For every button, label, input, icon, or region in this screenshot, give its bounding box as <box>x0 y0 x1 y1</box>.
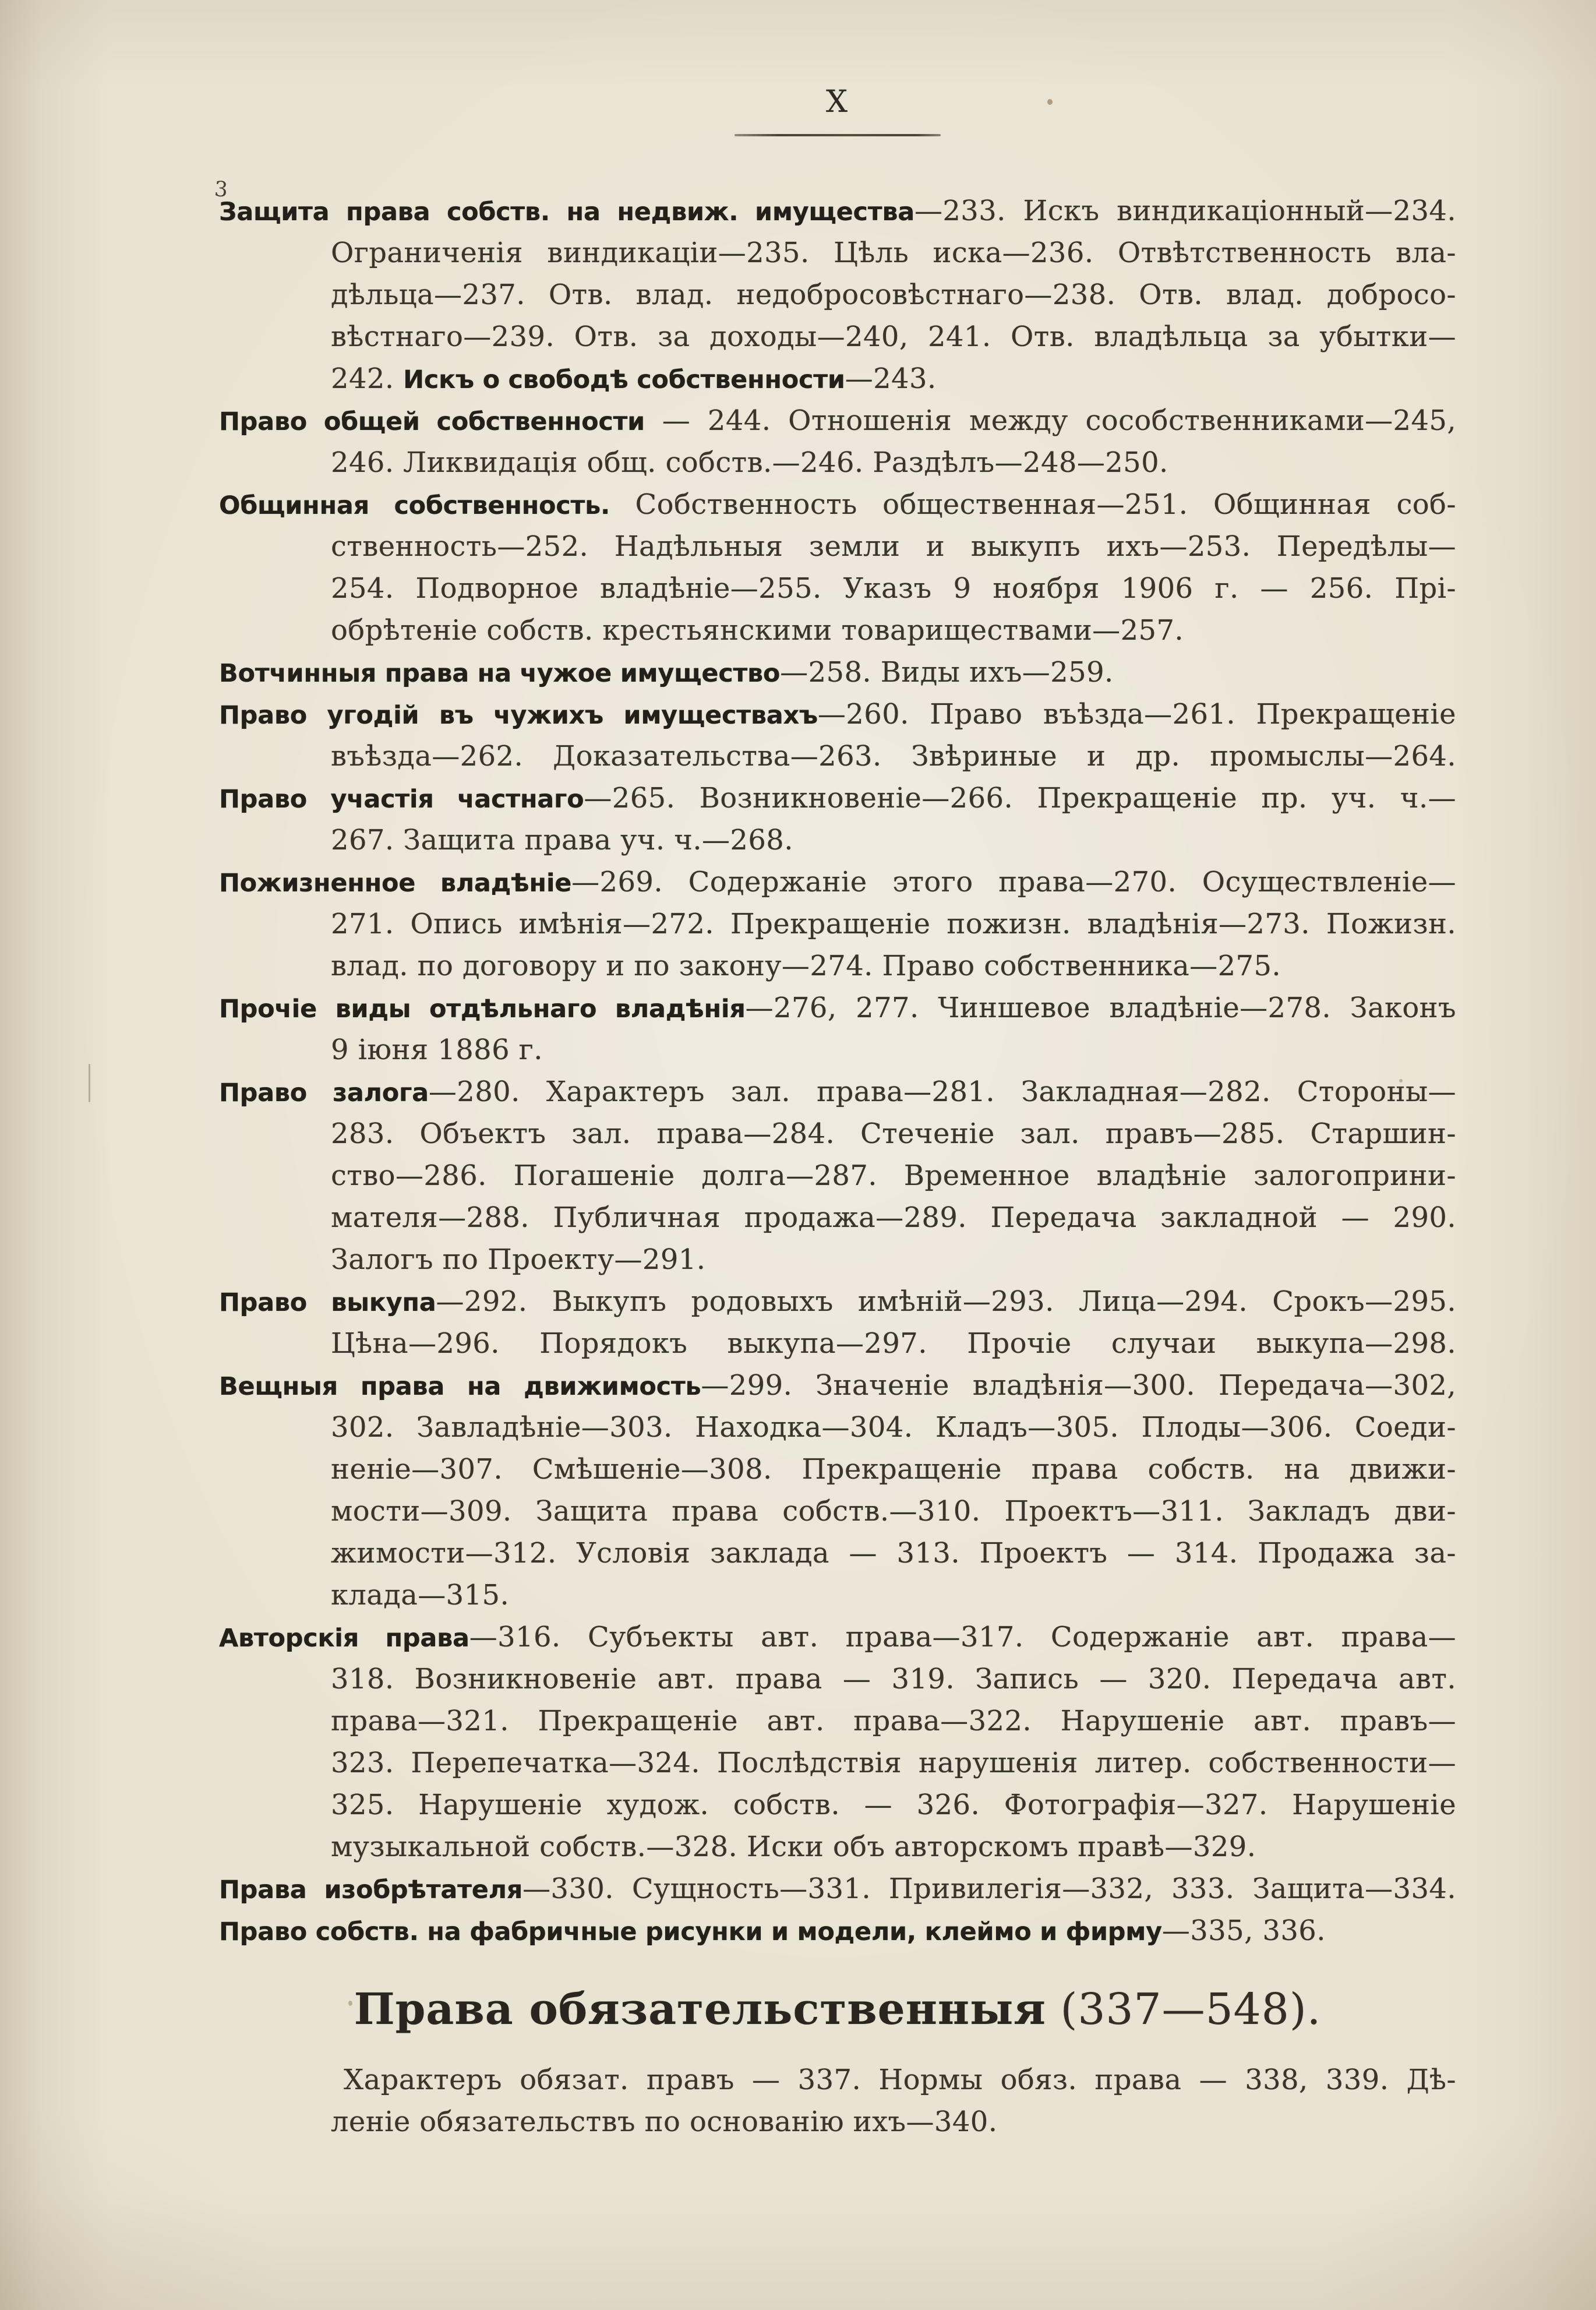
toc-line <box>219 1742 1456 1784</box>
scan-scratch <box>89 1064 90 1102</box>
toc-entry <box>219 1868 1456 1910</box>
entry-lead-text: Право собств. на фабричные рисунки и модели, клеймо и фирму <box>219 1917 1162 1946</box>
toc-line <box>219 1029 1456 1071</box>
table-of-contents <box>219 190 1456 1952</box>
entry-text: въѣзда—262. Доказательства—263. Звѣриные и др. промыслы—264. <box>331 740 1456 773</box>
entry-text: —330. Сущность—331. Привилегія—332, 333. Защита—334. <box>522 1872 1456 1905</box>
toc-line <box>219 484 1456 526</box>
entry-text: —243. <box>845 362 937 395</box>
entry-text: ственность—252. Надѣльныя земли и выкупъ ихъ—253. Передѣлы— <box>331 530 1456 563</box>
entry-lead-text: Право участія частнаго <box>219 785 584 814</box>
entry-text: мости—309. Защита права собств.—310. Проектъ—311. Закладъ дви- <box>331 1495 1456 1528</box>
entry-lead-text: Искъ о свободѣ собственности <box>403 365 845 394</box>
entry-text: дѣльца—237. Отв. влад. недобросовѣстнаго—238. Отв. влад. добросо- <box>331 278 1456 311</box>
entry-lead-text: Право угодій въ чужихъ имуществахъ <box>219 701 818 730</box>
toc-entry <box>219 1616 1456 1868</box>
toc-line <box>219 567 1456 609</box>
entry-text: 9 іюня 1886 г. <box>331 1034 543 1066</box>
entry-text: Ограниченія виндикаціи—235. Цѣль иска—236. Отвѣтственность вла- <box>331 237 1456 269</box>
entry-text: вѣстнаго—239. Отв. за доходы—240, 241. Отв. владѣльца за убытки— <box>331 320 1456 353</box>
entry-text: Залогъ по Проекту—291. <box>331 1243 706 1276</box>
text-block <box>219 0 1456 2143</box>
entry-lead-text: Защита права собств. на недвиж. имущества <box>219 198 914 227</box>
entry-text: влад. по договору и по закону—274. Право собственника—275. <box>331 950 1281 982</box>
toc-entry <box>219 987 1456 1071</box>
entry-text: —233. Искъ виндикаціонный—234. <box>914 195 1456 227</box>
entry-text: —316. Субъекты авт. права—317. Содержаніе авт. права— <box>469 1621 1456 1653</box>
toc-line <box>219 1364 1456 1406</box>
toc-line <box>219 1532 1456 1574</box>
entry-text: 325. Нарушеніе худож. собств. — 326. Фотографія—327. Нарушеніе <box>331 1789 1456 1821</box>
entry-text: жимости—312. Условія заклада — 313. Проектъ — 314. Продажа за- <box>331 1537 1456 1570</box>
toc-line <box>219 1868 1456 1910</box>
toc-line <box>219 2059 1456 2101</box>
toc-line <box>219 1448 1456 1490</box>
toc-line <box>219 400 1456 442</box>
entry-text: клада—315. <box>331 1579 510 1611</box>
toc-entry <box>219 400 1456 484</box>
entry-text: 254. Подворное владѣніе—255. Указъ 9 ноября 1906 г. — 256. Прі- <box>331 572 1456 605</box>
entry-text: —299. Значеніе владѣнія—300. Передача—302, <box>701 1369 1456 1402</box>
toc-line <box>219 609 1456 651</box>
entry-text: права—321. Прекращеніе авт. права—322. Нарушеніе авт. правъ— <box>331 1705 1456 1737</box>
entry-text: —276, 277. Чиншевое владѣніе—278. Законъ <box>745 992 1456 1024</box>
toc-line <box>219 819 1456 861</box>
entry-lead-text: Права изобрѣтателя <box>219 1875 523 1905</box>
entry-lead-text: Прочіе виды отдѣльнаго владѣнія <box>219 994 746 1024</box>
entry-text: обрѣтеніе собств. крестьянскими товариществами—257. <box>331 614 1184 647</box>
entry-text: Характеръ обязат. правъ — 337. Нормы обяз. права — 338, 339. Дѣ- <box>344 2064 1456 2096</box>
toc-entry <box>219 190 1456 400</box>
entry-text: —269. Содержаніе этого права—270. Осуществленіе— <box>571 866 1456 898</box>
section-heading-title: Права обязательственныя <box>354 1984 1046 2034</box>
toc-line <box>219 1574 1456 1616</box>
entry-text: —335, 336. <box>1161 1914 1326 1947</box>
toc-line <box>219 442 1456 484</box>
toc-line <box>219 1784 1456 1826</box>
entry-lead-text: Авторскія права <box>219 1624 469 1653</box>
section-heading <box>219 1983 1456 2036</box>
toc-entry <box>219 651 1456 693</box>
entry-text: леніе обязательствъ по основанію ихъ—340. <box>331 2106 998 2138</box>
entry-text: 246. Ликвидація общ. собств.—246. Раздѣлъ—248—250. <box>331 446 1168 479</box>
toc-line <box>219 945 1456 987</box>
entry-text: Цѣна—296. Порядокъ выкупа—297. Прочіе случаи выкупа—298. <box>331 1327 1456 1360</box>
toc-line <box>219 1490 1456 1532</box>
entry-lead-text: Право выкупа <box>219 1288 436 1317</box>
toc-line <box>219 1700 1456 1742</box>
entry-text: неніе—307. Смѣшеніе—308. Прекращеніе права собств. на движи- <box>331 1453 1456 1486</box>
toc-line <box>219 1197 1456 1239</box>
toc-line <box>219 1113 1456 1155</box>
entry-text: мателя—288. Публичная продажа—289. Передача закладной — 290. <box>331 1201 1456 1234</box>
toc-line <box>219 1406 1456 1448</box>
toc-line <box>219 1616 1456 1658</box>
entry-lead-text: Общинная собственность. <box>219 491 610 520</box>
toc-line <box>219 1155 1456 1197</box>
entry-text: ство—286. Погашеніе долга—287. Временное владѣніе залогоприни- <box>331 1159 1456 1192</box>
toc-line <box>219 316 1456 358</box>
entry-text: Собственность общественная—251. Общинная соб- <box>610 488 1456 521</box>
entry-text: —258. Виды ихъ—259. <box>780 656 1114 689</box>
entry-lead-text: Вещныя права на движимость <box>219 1372 701 1401</box>
toc-entry <box>219 484 1456 651</box>
toc-line <box>219 903 1456 945</box>
toc-line <box>219 274 1456 316</box>
toc-line <box>219 232 1456 274</box>
toc-line <box>219 1071 1456 1113</box>
toc-entry <box>219 1281 1456 1364</box>
toc-entry <box>219 693 1456 777</box>
entry-text: 302. Завладѣніе—303. Находка—304. Кладъ—305. Плоды—306. Соеди- <box>331 1411 1456 1444</box>
toc-line <box>219 1910 1456 1952</box>
toc-line <box>219 2101 1456 2143</box>
toc-line <box>219 987 1456 1029</box>
entry-lead-text: Право общей собственности <box>219 407 645 436</box>
toc-line <box>219 1826 1456 1868</box>
entry-text: 323. Перепечатка—324. Послѣдствія нарушенія литер. собственности— <box>331 1747 1456 1779</box>
toc-line <box>219 1322 1456 1364</box>
entry-lead-text: Право залога <box>219 1078 429 1108</box>
entry-lead-text: Пожизненное владѣніе <box>219 869 572 898</box>
toc-line <box>219 693 1456 735</box>
entry-text: —260. Право въѣзда—261. Прекращеніе <box>817 698 1456 731</box>
toc-line <box>219 735 1456 777</box>
toc-entry <box>219 1071 1456 1281</box>
toc-line <box>219 526 1456 567</box>
toc-entry <box>219 861 1456 987</box>
entry-text: —265. Возникновеніе—266. Прекращеніе пр. уч. ч.— <box>584 782 1456 814</box>
entry-text: музыкальной собств.—328. Иски объ авторскомъ правѣ—329. <box>331 1831 1256 1863</box>
entry-text: —292. Выкупъ родовыхъ имѣній—293. Лица—294. Срокъ—295. <box>436 1285 1456 1318</box>
stray-ink-mark: 3 <box>213 177 229 202</box>
entry-text: 271. Опись имѣнія—272. Прекращеніе пожизн. владѣнія—273. Пожизн. <box>331 908 1456 940</box>
toc-line <box>219 190 1456 232</box>
toc-line <box>219 1239 1456 1281</box>
entry-text: 318. Возникновеніе авт. права — 319. Запись — 320. Передача авт. <box>331 1663 1456 1695</box>
header-rule <box>735 134 941 136</box>
toc-line <box>219 1658 1456 1700</box>
toc-line <box>219 777 1456 819</box>
toc-entry <box>219 1364 1456 1616</box>
entry-text: —280. Характеръ зал. права—281. Закладная—282. Стороны— <box>428 1075 1456 1108</box>
entry-text: 267. Защита права уч. ч.—268. <box>331 824 793 856</box>
entry-text: — 244. Отношенія между сособственниками—245, <box>644 404 1456 437</box>
toc-line <box>219 861 1456 903</box>
toc-line <box>219 358 1456 400</box>
toc-entry <box>219 777 1456 861</box>
toc-entry <box>219 1910 1456 1952</box>
entry-text: 242. <box>331 362 404 395</box>
toc-line <box>219 1281 1456 1322</box>
entry-lead-text: Вотчинныя права на чужое имущество <box>219 659 781 688</box>
section-heading-range: (337—548). <box>1046 1984 1322 2034</box>
closing-paragraph <box>219 2059 1456 2143</box>
toc-line <box>219 651 1456 693</box>
entry-text: 283. Объектъ зал. права—284. Стеченіе зал. правъ—285. Старшин- <box>331 1117 1456 1150</box>
page-number: X <box>825 84 850 119</box>
